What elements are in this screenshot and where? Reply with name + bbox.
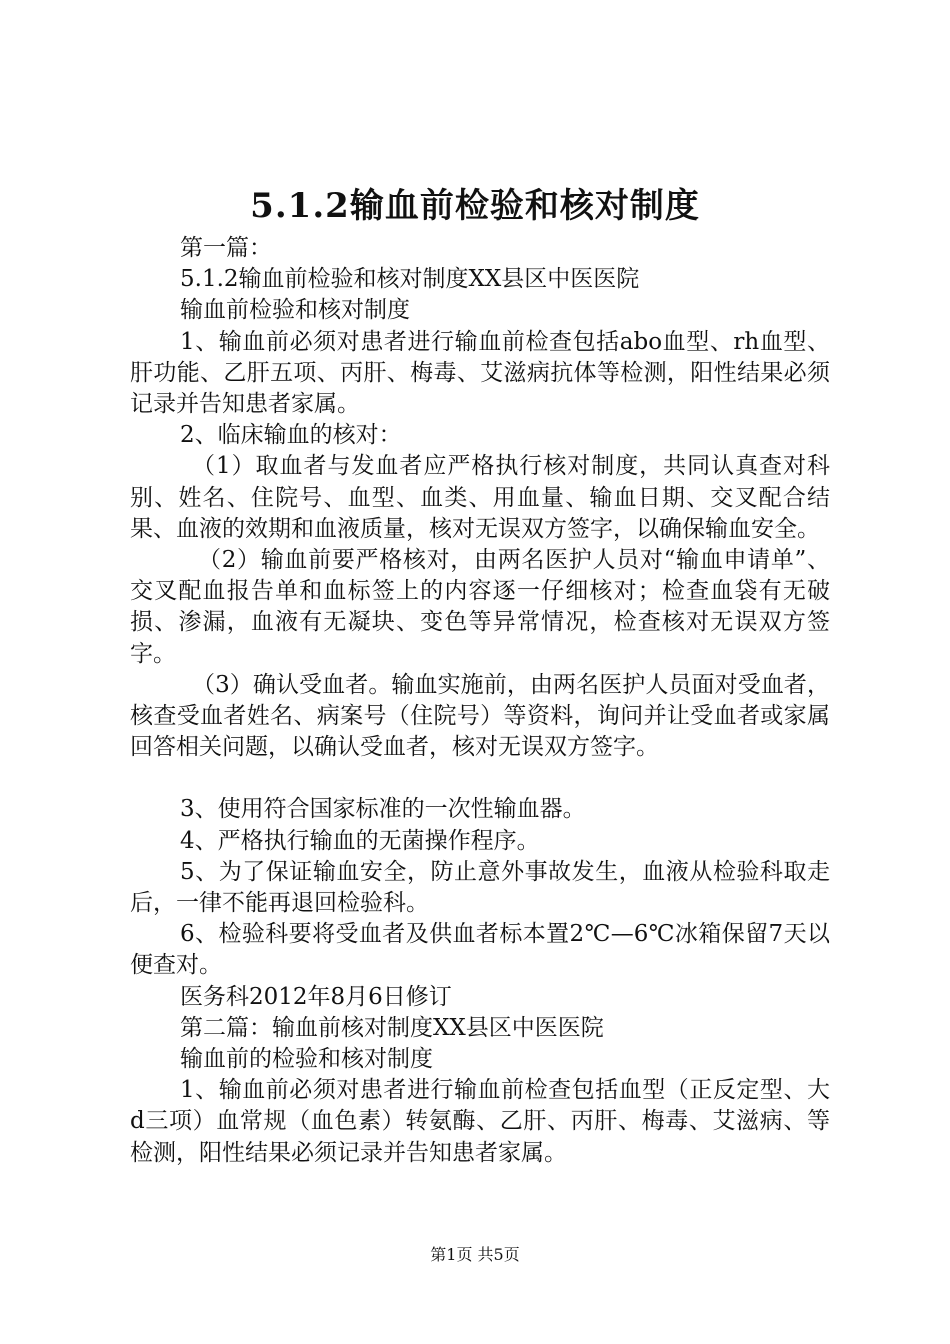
paragraph: 4、严格执行输血的无菌操作程序。 xyxy=(180,827,540,854)
paragraph: 6、检验科要将受血者及供血者标本置2℃—6℃冰箱保留7天以便查对。 xyxy=(130,921,830,979)
paragraph: （2）输血前要严格核对，由两名医护人员对“输血申请单”、交叉配血报告单和血标签上的内容逐一仔细核对；检查血袋有无破损、渗漏，血液有无凝块、变色等异常情况，检查核对无误双方签字。 xyxy=(130,547,830,667)
paragraph: 5、为了保证输血安全，防止意外事故发生，血液从检验科取走后，一律不能再退回检验科。 xyxy=(130,858,830,917)
paragraph: 1、输血前必须对患者进行输血前检查包括血型（正反定型、大d三项）血常规（血色素）转氨酶、乙肝、丙肝、梅毒、艾滋病、等检测，阳性结果必须记录并告知患者家属。 xyxy=(130,1077,830,1166)
paragraph: 1、输血前必须对患者进行输血前检查包括abo血型、rh血型、肝功能、乙肝五项、丙肝、梅毒、艾滋病抗体等检测，阳性结果必须记录并告知患者家属。 xyxy=(130,328,830,418)
page-footer: 第1页 共5页 xyxy=(430,1245,520,1264)
document-title: 5.1.2输血前检验和核对制度 xyxy=(250,186,700,226)
paragraph: 第一篇： xyxy=(180,235,272,261)
paragraph: 3、使用符合国家标准的一次性输血器。 xyxy=(180,796,586,823)
paragraph: 2、临床输血的核对： xyxy=(180,422,402,449)
spacer xyxy=(130,763,830,794)
paragraph: （3）确认受血者。输血实施前，由两名医护人员面对受血者，核查受血者姓名、病案号（住院号）等资料，询问并让受血者或家属回答相关问题，以确认受血者，核对无误双方签字。 xyxy=(130,671,830,761)
paragraph: 5.1.2输血前检验和核对制度XX县区中医医院 xyxy=(180,266,640,293)
paragraph: 第二篇：输血前核对制度XX县区中医医院 xyxy=(180,1014,604,1041)
document-body xyxy=(130,233,830,1169)
paragraph: 输血前的检验和核对制度 xyxy=(180,1046,433,1073)
paragraph: （1）取血者与发血者应严格执行核对制度，共同认真查对科别、姓名、住院号、血型、血类、用血量、输血日期、交叉配合结果、血液的效期和血液质量，核对无误双方签字，以确保输血安全。 xyxy=(130,453,830,542)
paragraph: 输血前检验和核对制度 xyxy=(180,297,410,324)
paragraph: 医务科2012年8月6日修订 xyxy=(180,983,452,1010)
